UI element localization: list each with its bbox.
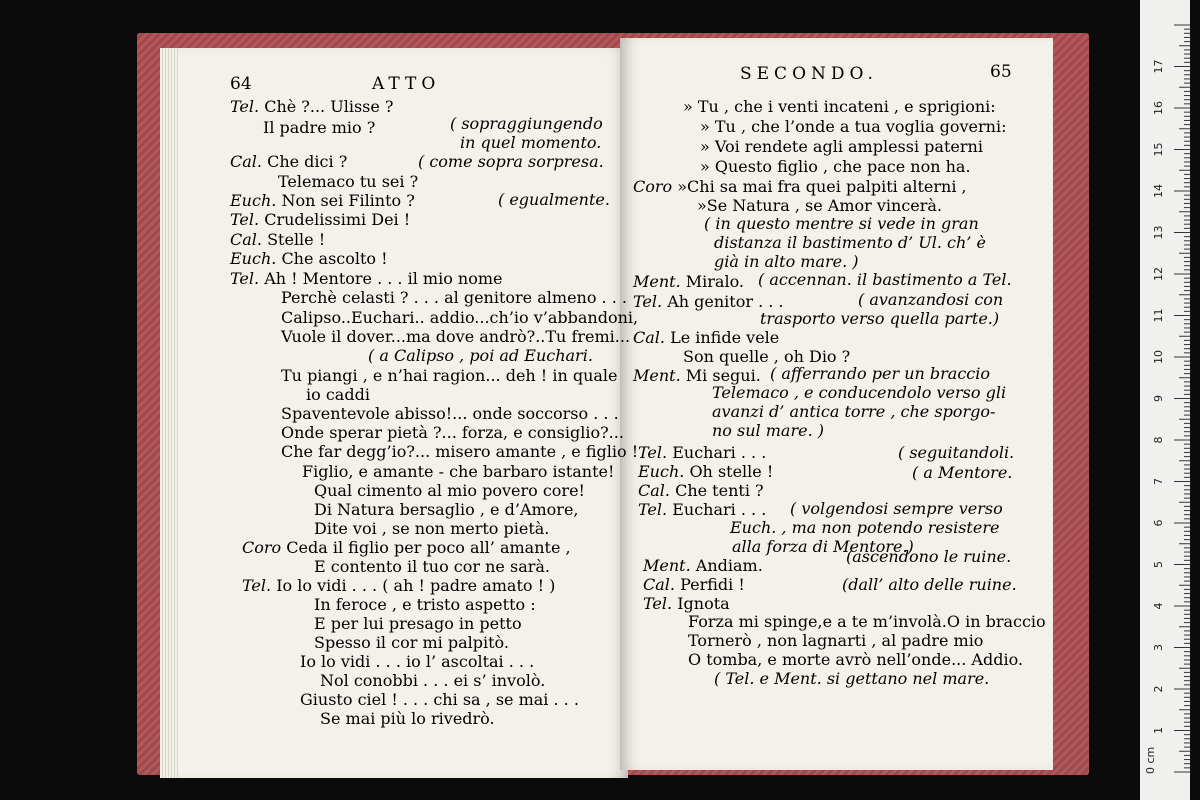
text-line bbox=[300, 652, 534, 671]
text-line bbox=[418, 152, 604, 171]
text-line bbox=[858, 290, 1003, 309]
text-line bbox=[314, 614, 522, 633]
speaker-label: Coro bbox=[242, 538, 282, 557]
ruler-number: 4 bbox=[1152, 602, 1165, 610]
text-line bbox=[230, 191, 415, 210]
text-line bbox=[688, 650, 1023, 669]
speaker-label: Ment. bbox=[633, 366, 681, 385]
stage-direction: ( in questo mentre si vede in gran bbox=[704, 214, 979, 233]
stage-direction: ( egualmente. bbox=[498, 190, 610, 209]
verse-text: Oh stelle ! bbox=[689, 462, 774, 481]
verse-text: Se mai più lo rivedrò. bbox=[320, 709, 495, 728]
text-line bbox=[306, 385, 370, 404]
stage-direction: ( Tel. e Ment. si gettano nel mare. bbox=[714, 669, 990, 688]
text-line bbox=[842, 575, 1017, 594]
ruler-number: 2 bbox=[1152, 685, 1165, 693]
verse-text: Figlio, e amante - che barbaro istante! bbox=[302, 462, 615, 481]
text-line bbox=[314, 595, 536, 614]
text-line bbox=[450, 114, 603, 133]
text-line bbox=[230, 210, 410, 229]
verse-text: Che dici ? bbox=[267, 152, 348, 171]
stage-direction: ( accennan. il bastimento a Tel. bbox=[758, 270, 1012, 289]
text-line bbox=[688, 631, 983, 650]
stage-direction: ( come sopra sorpresa. bbox=[418, 152, 604, 171]
text-line bbox=[898, 443, 1014, 462]
verse-text: »Chi sa mai fra quei palpiti alterni , bbox=[677, 177, 967, 196]
stage-direction: già in alto mare. ) bbox=[714, 252, 859, 271]
ruler-number: 3 bbox=[1152, 644, 1165, 651]
stage-direction: trasporto verso quella parte.) bbox=[760, 309, 1000, 328]
text-line bbox=[643, 575, 745, 594]
verse-text: Il padre mio ? bbox=[263, 118, 376, 137]
ruler-number: 15 bbox=[1152, 142, 1165, 157]
text-line bbox=[912, 463, 1012, 482]
text-line bbox=[712, 402, 995, 421]
ruler-number: 16 bbox=[1152, 101, 1165, 115]
verse-text: » Voi rendete agli amplessi paterni bbox=[700, 137, 983, 156]
text-line bbox=[712, 383, 1006, 402]
verse-text: Di Natura bersaglio , e d’Amore, bbox=[314, 500, 579, 519]
stage-direction: ( a Calipso , poi ad Euchari. bbox=[368, 346, 593, 365]
speaker-label: Coro bbox=[633, 177, 673, 196]
stage-direction: in quel momento. bbox=[460, 133, 602, 152]
verse-text: Le infide vele bbox=[670, 328, 780, 347]
text-line bbox=[230, 230, 325, 249]
verse-text: Ceda il figlio per poco all’ amante , bbox=[286, 538, 571, 557]
text-line bbox=[697, 196, 942, 215]
stage-direction: ( seguitandoli. bbox=[898, 443, 1015, 462]
verse-text: Spesso il cor mi palpitò. bbox=[314, 633, 509, 652]
text-line bbox=[643, 556, 763, 575]
verse-text: Io lo vidi . . . io l’ ascoltai . . . bbox=[300, 652, 535, 671]
text-line bbox=[230, 97, 394, 116]
text-line bbox=[230, 249, 388, 268]
text-line bbox=[498, 190, 610, 209]
speaker-label: Euch. bbox=[230, 191, 277, 210]
speaker-label: Tel. bbox=[633, 292, 663, 311]
text-line bbox=[638, 481, 764, 500]
verse-text: Euchari . . . bbox=[672, 500, 767, 519]
verse-text: Onde sperar pietà ?... forza, e consiglio?... bbox=[281, 423, 624, 442]
verse-text: Non sei Filinto ? bbox=[281, 191, 415, 210]
text-line bbox=[846, 547, 1011, 566]
text-line bbox=[281, 308, 638, 327]
speaker-label: Tel. bbox=[230, 97, 260, 116]
speaker-label: Cal. bbox=[633, 328, 665, 347]
text-line bbox=[460, 133, 601, 152]
stage-direction: ( sopraggiungendo bbox=[450, 114, 603, 133]
text-line bbox=[320, 671, 545, 690]
stage-direction: ( afferrando per un braccio bbox=[770, 364, 991, 383]
verse-text: io caddi bbox=[306, 385, 370, 404]
verse-text: E contento il tuo cor ne sarà. bbox=[314, 557, 550, 576]
stage-direction: no sul mare. ) bbox=[712, 421, 824, 440]
verse-text: Nol conobbi . . . ei s’ involò. bbox=[320, 671, 546, 690]
text-line bbox=[700, 137, 983, 156]
text-line bbox=[700, 117, 1006, 136]
right-running-head: SECONDO. bbox=[740, 64, 878, 84]
text-line bbox=[242, 538, 571, 557]
verse-text: Perfidi ! bbox=[680, 575, 745, 594]
stage-direction: (dall’ alto delle ruine. bbox=[842, 575, 1017, 594]
ruler-number: 9 bbox=[1152, 395, 1165, 402]
ruler-number: 12 bbox=[1152, 267, 1165, 281]
verse-text: Dite voi , se non merto pietà. bbox=[314, 519, 550, 538]
text-line bbox=[281, 404, 619, 423]
text-line bbox=[638, 443, 766, 462]
text-line bbox=[633, 272, 744, 291]
stage-direction: Euch. , ma non potendo resistere bbox=[730, 518, 1000, 537]
verse-text: E per lui presago in petto bbox=[314, 614, 522, 633]
verse-text: » Tu , che l’onde a tua voglia governi: bbox=[700, 117, 1007, 136]
ruler-number: 5 bbox=[1152, 561, 1165, 568]
text-line bbox=[314, 500, 579, 519]
text-line bbox=[281, 288, 627, 307]
speaker-label: Ment. bbox=[643, 556, 691, 575]
verse-text: Son quelle , oh Dio ? bbox=[683, 347, 851, 366]
text-line bbox=[643, 594, 730, 613]
text-line bbox=[320, 709, 495, 728]
stage-direction: avanzi d’ antica torre , che sporgo- bbox=[712, 402, 996, 421]
text-line bbox=[314, 633, 509, 652]
stage-direction: ( avanzandosi con bbox=[858, 290, 1004, 309]
verse-text: O tomba, e morte avrò nell’onde... Addio. bbox=[688, 650, 1024, 669]
verse-text: » Questo figlio , che pace non ha. bbox=[700, 157, 971, 176]
verse-text: Crudelissimi Dei ! bbox=[264, 210, 411, 229]
text-line bbox=[314, 557, 550, 576]
text-line bbox=[281, 442, 638, 461]
verse-text: Telemaco tu sei ? bbox=[278, 172, 419, 191]
speaker-label: Euch. bbox=[638, 462, 685, 481]
speaker-label: Tel. bbox=[643, 594, 673, 613]
verse-text: » Tu , che i venti incateni , e sprigioni: bbox=[683, 97, 996, 116]
text-line bbox=[688, 612, 1046, 631]
text-line bbox=[790, 499, 1003, 518]
verse-text: Tornerò , non lagnarti , al padre mio bbox=[688, 631, 984, 650]
text-line bbox=[302, 462, 614, 481]
text-line bbox=[714, 252, 859, 271]
speaker-label: Cal. bbox=[230, 152, 262, 171]
text-line bbox=[278, 172, 418, 191]
ruler-number: 10 bbox=[1152, 350, 1165, 364]
verse-text: Giusto ciel ! . . . chi sa , se mai . . . bbox=[300, 690, 579, 709]
ruler-unit-label: 0 cm bbox=[1144, 746, 1157, 774]
ruler-number: 7 bbox=[1152, 478, 1165, 485]
text-line bbox=[730, 518, 999, 537]
text-line bbox=[368, 346, 593, 365]
text-line bbox=[281, 423, 624, 442]
verse-text: Che ascolto ! bbox=[281, 249, 388, 268]
text-line bbox=[633, 177, 967, 196]
text-line bbox=[230, 152, 347, 171]
measurement-ruler bbox=[1140, 0, 1190, 800]
speaker-label: Cal. bbox=[638, 481, 670, 500]
speaker-label: Tel. bbox=[638, 443, 668, 462]
ruler-scale bbox=[1140, 0, 1190, 800]
speaker-label: Tel. bbox=[230, 210, 260, 229]
verse-text: Calipso..Euchari.. addio...ch’io v’abbandoni, bbox=[281, 308, 639, 327]
ruler-number: 13 bbox=[1152, 225, 1165, 240]
text-line bbox=[704, 214, 979, 233]
verse-text: Stelle ! bbox=[267, 230, 326, 249]
text-line bbox=[758, 270, 1012, 289]
ruler-number: 1 bbox=[1152, 727, 1165, 734]
verse-text: »Se Natura , se Amor vincerà. bbox=[697, 196, 943, 215]
text-line bbox=[633, 328, 779, 347]
verse-text: Chè ?... Ulisse ? bbox=[264, 97, 394, 116]
text-line bbox=[760, 309, 999, 328]
ruler-number: 14 bbox=[1152, 184, 1165, 198]
verse-text: Vuole il dover...ma dove andrò?..Tu fremi... bbox=[281, 327, 631, 346]
verse-text: Andiam. bbox=[695, 556, 763, 575]
ruler-number: 11 bbox=[1152, 308, 1165, 323]
verse-text: Mi segui. bbox=[685, 366, 761, 385]
text-line bbox=[314, 519, 549, 538]
stage-direction: ( volgendosi sempre verso bbox=[790, 499, 1003, 518]
verse-text: Che far degg’io?... misero amante , e figlio ! bbox=[281, 442, 639, 461]
verse-text: Qual cimento al mio povero core! bbox=[314, 481, 585, 500]
left-running-head: ATTO bbox=[372, 74, 441, 94]
left-page-number: 64 bbox=[230, 74, 252, 94]
text-line bbox=[638, 500, 766, 519]
verse-text: Tu piangi , e n’hai ragion... deh ! in quale bbox=[281, 366, 618, 385]
text-line bbox=[230, 269, 503, 288]
ruler-number: 17 bbox=[1152, 59, 1165, 74]
text-line bbox=[683, 97, 996, 116]
stage-direction: distanza il bastimento d’ Ul. ch’ è bbox=[714, 233, 986, 252]
speaker-label: Tel. bbox=[230, 269, 260, 288]
stage-direction: alla forza di Mentore.) bbox=[732, 537, 914, 556]
verse-text: Perchè celasti ? . . . al genitore almeno . . . bbox=[281, 288, 627, 307]
speaker-label: Ment. bbox=[633, 272, 681, 291]
text-line bbox=[712, 421, 824, 440]
verse-text: Che tenti ? bbox=[675, 481, 764, 500]
verse-text: Euchari . . . bbox=[672, 443, 767, 462]
right-page-number: 65 bbox=[990, 62, 1012, 82]
stage-direction: ( a Mentore. bbox=[912, 463, 1013, 482]
verse-text: In feroce , e tristo aspetto : bbox=[314, 595, 536, 614]
stage-direction: Telemaco , e conducendolo verso gli bbox=[712, 383, 1007, 402]
speaker-label: Cal. bbox=[643, 575, 675, 594]
verse-text: Ah genitor . . . bbox=[667, 292, 784, 311]
text-line bbox=[281, 327, 630, 346]
verse-text: Ignota bbox=[677, 594, 730, 613]
speaker-label: Cal. bbox=[230, 230, 262, 249]
verse-text: Io lo vidi . . . ( ah ! padre amato ! ) bbox=[276, 576, 556, 595]
verse-text: Miralo. bbox=[685, 272, 745, 291]
text-line bbox=[714, 669, 989, 688]
verse-text: Spaventevole abisso!... onde soccorso . . . bbox=[281, 404, 619, 423]
text-line bbox=[700, 157, 971, 176]
speaker-label: Tel. bbox=[242, 576, 272, 595]
ruler-number: 8 bbox=[1152, 436, 1165, 444]
text-line bbox=[314, 481, 585, 500]
speaker-label: Tel. bbox=[638, 500, 668, 519]
verse-text: Forza mi spinge,e a te m’involà.O in braccio bbox=[688, 612, 1046, 631]
text-line bbox=[263, 118, 375, 137]
speaker-label: Euch. bbox=[230, 249, 277, 268]
text-line bbox=[281, 366, 618, 385]
verse-text: Ah ! Mentore . . . il mio nome bbox=[264, 269, 503, 288]
text-line bbox=[714, 233, 986, 252]
text-line bbox=[242, 576, 555, 595]
text-line bbox=[770, 364, 990, 383]
text-line bbox=[638, 462, 773, 481]
ruler-number: 6 bbox=[1152, 519, 1165, 527]
stage-direction: (ascendono le ruine. bbox=[846, 547, 1012, 566]
text-line bbox=[300, 690, 579, 709]
